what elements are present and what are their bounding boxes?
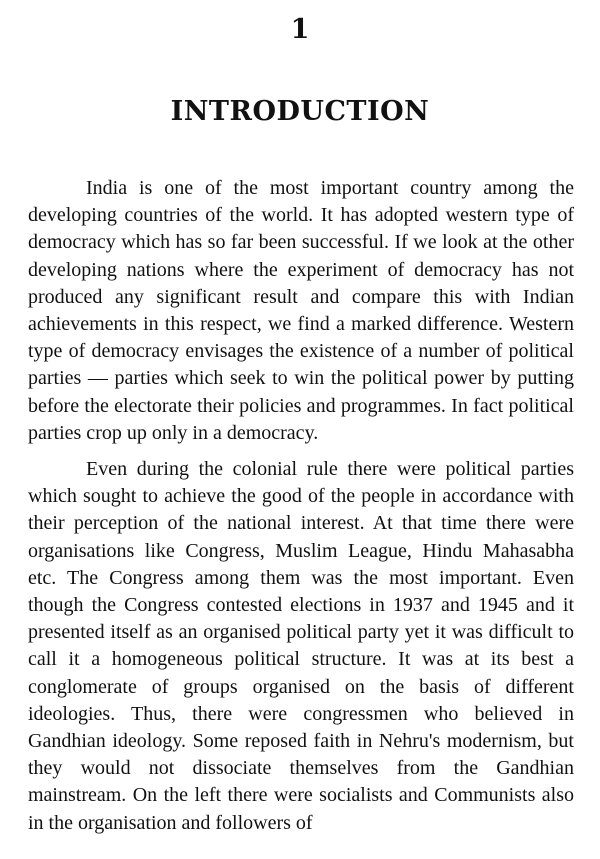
chapter-body: [28, 175, 574, 837]
paragraph-2: Even during the colonial rule there were political parties which sought to achieve the good of the people in accordance with their perception of the national interest. At that time there were organisations like Congress, Muslim League, Hindu Mahasabha etc. The Congress among them was the most important. Even though the Congress contested elections in 1937 and 1945 and it presented itself as an organised political party yet it was difficult to call it a homogeneous political structure. It was at its best a conglomerate of groups organised on the basis of different ideologies. Thus, there were congressmen who believed in Gandhian ideology. Some reposed faith in Nehru's modernism, but they would not dissociate themselves from the Gandhian mainstream. On the left there were socialists and Communists also in the organisation and followers of: [28, 458, 574, 834]
chapter-title: INTRODUCTION: [170, 96, 430, 127]
paragraph-1: India is one of the most important country among the developing countries of the world. It has adopted western type of democracy which has so far been successful. If we look at the other developing nations where the experiment of democracy has not produced any significant result and compare this with Indian achievements in this respect, we find a marked difference. Western type of democracy envisages the existence of a number of political parties — parties which seek to win the political power by putting before the electorate their policies and programmes. In fact political parties crop up only in a democracy.: [28, 177, 574, 444]
chapter-number: 1: [290, 14, 310, 45]
